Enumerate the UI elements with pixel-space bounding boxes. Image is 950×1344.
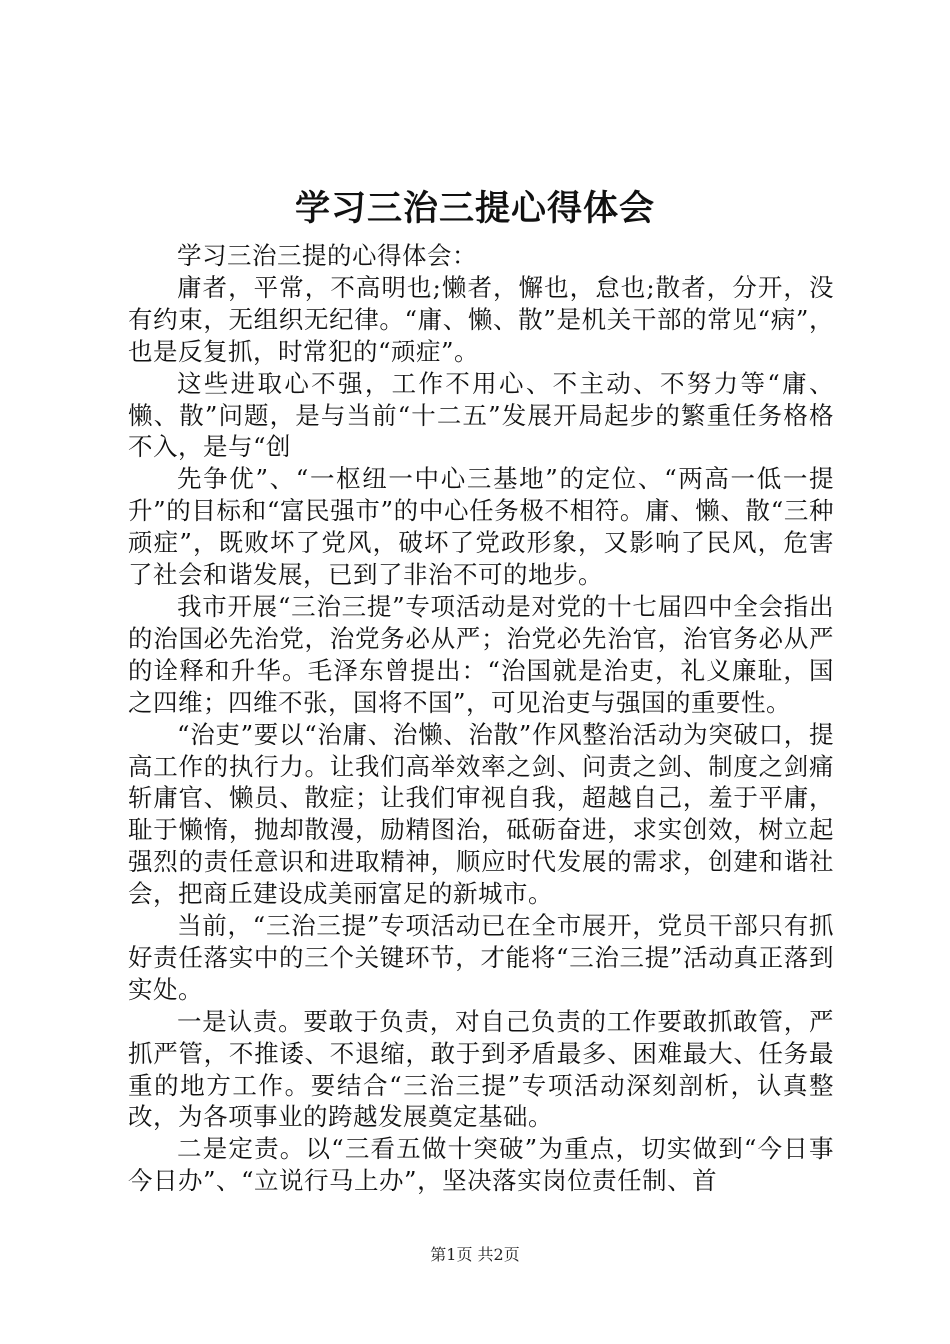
paragraph-campaign: 我市开展“三治三提”专项活动是对党的十七届四中全会指出的治国必先治党，治党务必从严；治党必先治官，治官务必从严的诠释和升华。毛泽东曾提出：“治国就是治吏，礼义廉耻，国之四维；四维不张，国将不国”，可见治吏与强国的重要性。 xyxy=(128,591,834,717)
paragraph-definition: 庸者，平常，不高明也;懒者，懈也，怠也;散者，分开，没有约束，无组织无纪律。“庸、懒、散”是机关干部的常见“病”，也是反复抓，时常犯的“顽症”。 xyxy=(128,272,834,366)
paragraph-problems: 这些进取心不强，工作不用心、不主动、不努力等“庸、懒、散”问题，是与当前“十二五”发展开局起步的繁重任务格格不入，是与“创 xyxy=(128,368,834,462)
paragraph-point-one: 一是认责。要敢于负责，对自己负责的工作要敢抓敢管，严抓严管，不推诿、不退缩，敢于到矛盾最多、困难最大、任务最重的地方工作。要结合“三治三提”专项活动深刻剖析，认真整改，为各项事业的跨越发展奠定基础。 xyxy=(128,1006,834,1132)
document-body xyxy=(128,240,834,1197)
paragraph-governance: “治吏”要以“治庸、治懒、治散”作风整治活动为突破口，提高工作的执行力。让我们高举效率之剑、问责之剑、制度之剑痛斩庸官、懒员、散症；让我们审视自我，超越自己，羞于平庸，耻于懒惰，抛却散漫，励精图治，砥砺奋进，求实创效，树立起强烈的责任意识和进取精神，顺应时代发展的需求，创建和谐社会，把商丘建设成美丽富足的新城市。 xyxy=(128,719,834,909)
paragraph-intro: 学习三治三提的心得体会： xyxy=(177,241,477,270)
page-number-footer: 第1页 共2页 xyxy=(430,1245,520,1264)
paragraph-current: 当前，“三治三提”专项活动已在全市展开，党员干部只有抓好责任落实中的三个关键环节，才能将“三治三提”活动真正落到实处。 xyxy=(128,911,834,1004)
paragraph-point-two: 二是定责。以“三看五做十突破”为重点，切实做到“今日事今日办”、“立说行马上办”，坚决落实岗位责任制、首 xyxy=(128,1134,834,1196)
paragraph-goals: 先争优”、“一枢纽一中心三基地”的定位、“两高一低一提升”的目标和“富民强市”的中心任务极不相符。庸、懒、散“三种顽症”，既败坏了党风，破坏了党政形象，又影响了民风，危害了社会和谐发展，已到了非治不可的地步。 xyxy=(128,464,834,590)
document-title: 学习三治三提心得体会 xyxy=(294,188,655,229)
